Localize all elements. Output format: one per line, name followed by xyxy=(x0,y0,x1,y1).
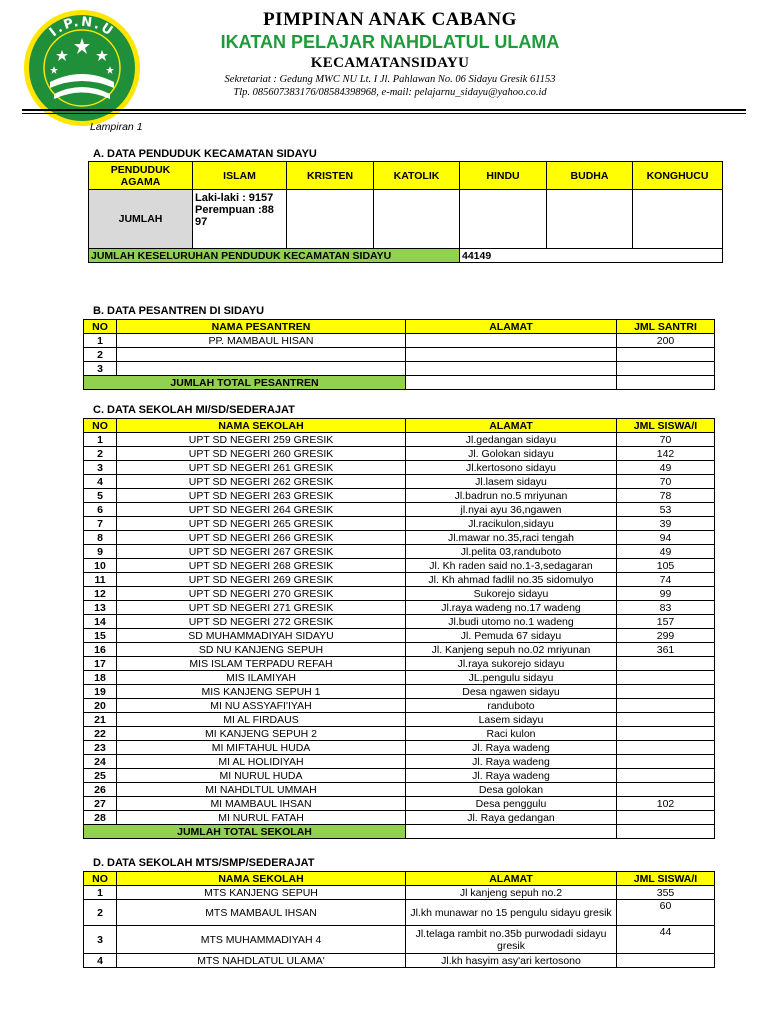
row-count: 94 xyxy=(617,531,715,545)
row-count: 70 xyxy=(617,475,715,489)
row-count: 60 xyxy=(617,900,715,926)
row-count: 157 xyxy=(617,615,715,629)
row-address: randuboto xyxy=(406,699,617,713)
row-number: 6 xyxy=(84,503,117,517)
row-address xyxy=(406,362,617,376)
row-name: MI MAMBAUL IHSAN xyxy=(117,797,406,811)
row-number: 15 xyxy=(84,629,117,643)
row-address: Desa golokan xyxy=(406,783,617,797)
row-name: UPT SD NEGERI 262 GRESIK xyxy=(117,475,406,489)
row-address: Jl. Raya wadeng xyxy=(406,755,617,769)
row-address: Jl.raya sukorejo sidayu xyxy=(406,657,617,671)
table-row xyxy=(84,489,715,503)
row-address: Jl.kh munawar no 15 pengulu sidayu gresik xyxy=(406,900,617,926)
row-count: 49 xyxy=(617,545,715,559)
row-address: Jl.kh hasyim asy'ari kertosono xyxy=(406,954,617,968)
row-address: Jl. Pemuda 67 sidayu xyxy=(406,629,617,643)
org-line1: PIMPINAN ANAK CABANG xyxy=(263,9,517,30)
table-row xyxy=(84,334,715,348)
table-row xyxy=(84,900,715,926)
table-row xyxy=(84,954,715,968)
row-number: 7 xyxy=(84,517,117,531)
total-pesantren-label: JUMLAH TOTAL PESANTREN xyxy=(84,376,406,390)
row-name: UPT SD NEGERI 263 GRESIK xyxy=(117,489,406,503)
table-row xyxy=(84,447,715,461)
row-count: 39 xyxy=(617,517,715,531)
row-name: UPT SD NEGERI 269 GRESIK xyxy=(117,573,406,587)
jumlah-label: JUMLAH xyxy=(89,190,193,249)
row-count xyxy=(617,671,715,685)
row-number: 2 xyxy=(84,900,117,926)
row-address: Jl.raya wadeng no.17 wadeng xyxy=(406,601,617,615)
row-name: MTS NAHDLATUL ULAMA' xyxy=(117,954,406,968)
row-name: SD MUHAMMADIYAH SIDAYU xyxy=(117,629,406,643)
row-number: 1 xyxy=(84,433,117,447)
total-population-label: JUMLAH KESELURUHAN PENDUDUK KECAMATAN SIDAYU xyxy=(89,249,460,263)
letterhead xyxy=(150,8,630,99)
table-row xyxy=(84,741,715,755)
org-contact: Tlp. 085607383176/08584398968, e-mail: pelajarnu_sidayu@yahoo.co.id xyxy=(233,87,547,98)
row-number: 12 xyxy=(84,587,117,601)
row-address xyxy=(406,348,617,362)
row-address: Jl.mawar no.35,raci tengah xyxy=(406,531,617,545)
row-number: 21 xyxy=(84,713,117,727)
religion-header: BUDHA xyxy=(547,162,633,190)
row-address: Jl.racikulon,sidayu xyxy=(406,517,617,531)
row-number: 3 xyxy=(84,362,117,376)
col-header: NO xyxy=(84,419,117,433)
row-count xyxy=(617,727,715,741)
ipnu-logo xyxy=(20,6,144,130)
table-row xyxy=(84,587,715,601)
header-rule xyxy=(22,109,746,111)
cell xyxy=(374,190,460,249)
row-address: Jl. Kh ahmad fadlil no.35 sidomulyo xyxy=(406,573,617,587)
row-number: 4 xyxy=(84,954,117,968)
row-count: 355 xyxy=(617,886,715,900)
row-number: 4 xyxy=(84,475,117,489)
row-number: 3 xyxy=(84,461,117,475)
table-row xyxy=(84,797,715,811)
corner-header: PENDUDUK AGAMA xyxy=(89,162,193,190)
row-name: MI AL FIRDAUS xyxy=(117,713,406,727)
row-address: Jl.gedangan sidayu xyxy=(406,433,617,447)
row-count: 142 xyxy=(617,447,715,461)
row-number: 8 xyxy=(84,531,117,545)
row-number: 16 xyxy=(84,643,117,657)
table-row xyxy=(84,517,715,531)
row-address: Jl.budi utomo no.1 wadeng xyxy=(406,615,617,629)
row-name: MI NURUL FATAH xyxy=(117,811,406,825)
religion-header: HINDU xyxy=(460,162,547,190)
row-address: Jl.lasem sidayu xyxy=(406,475,617,489)
row-number: 14 xyxy=(84,615,117,629)
attachment-label: Lampiran 1 xyxy=(90,121,143,133)
row-count xyxy=(617,657,715,671)
col-header: JML SISWA/I xyxy=(617,419,715,433)
row-address: jl.nyai ayu 36,ngawen xyxy=(406,503,617,517)
religion-header: ISLAM xyxy=(193,162,287,190)
col-header: NAMA SEKOLAH xyxy=(117,419,406,433)
col-header: NAMA SEKOLAH xyxy=(117,872,406,886)
row-number: 28 xyxy=(84,811,117,825)
row-name: MI NU ASSYAFI'IYAH xyxy=(117,699,406,713)
row-number: 13 xyxy=(84,601,117,615)
row-name: MTS KANJENG SEPUH xyxy=(117,886,406,900)
row-count: 74 xyxy=(617,573,715,587)
col-header: ALAMAT xyxy=(406,872,617,886)
row-name: MI KANJENG SEPUH 2 xyxy=(117,727,406,741)
row-name: UPT SD NEGERI 272 GRESIK xyxy=(117,615,406,629)
row-number: 2 xyxy=(84,348,117,362)
table-row xyxy=(84,362,715,376)
row-number: 9 xyxy=(84,545,117,559)
row-number: 20 xyxy=(84,699,117,713)
row-address: Jl.pelita 03,randuboto xyxy=(406,545,617,559)
table-row xyxy=(84,783,715,797)
row-number: 19 xyxy=(84,685,117,699)
row-name: UPT SD NEGERI 260 GRESIK xyxy=(117,447,406,461)
row-count xyxy=(617,769,715,783)
row-address: Jl. Raya gedangan xyxy=(406,811,617,825)
col-header: JML SISWA/I xyxy=(617,872,715,886)
row-address: Jl. Kh raden said no.1-3,sedagaran xyxy=(406,559,617,573)
row-number: 5 xyxy=(84,489,117,503)
cell xyxy=(460,190,547,249)
row-name: MTS MUHAMMADIYAH 4 xyxy=(117,926,406,954)
header-rule-thin xyxy=(22,113,746,114)
row-name: UPT SD NEGERI 270 GRESIK xyxy=(117,587,406,601)
col-header: NO xyxy=(84,872,117,886)
row-name xyxy=(117,348,406,362)
row-count: 200 xyxy=(617,334,715,348)
total-sekolah-label: JUMLAH TOTAL SEKOLAH xyxy=(84,825,406,839)
row-address: Jl.telaga rambit no.35b purwodadi sidayu gresik xyxy=(406,926,617,954)
table-row xyxy=(84,531,715,545)
row-name: UPT SD NEGERI 268 GRESIK xyxy=(117,559,406,573)
row-name: UPT SD NEGERI 265 GRESIK xyxy=(117,517,406,531)
row-count xyxy=(617,685,715,699)
row-number: 10 xyxy=(84,559,117,573)
religion-header: KATOLIK xyxy=(374,162,460,190)
row-name: SD NU KANJENG SEPUH xyxy=(117,643,406,657)
section-b-title: B. DATA PESANTREN DI SIDAYU xyxy=(93,305,265,317)
table-row xyxy=(84,685,715,699)
row-address: Jl kanjeng sepuh no.2 xyxy=(406,886,617,900)
population-table xyxy=(88,161,723,263)
row-count: 105 xyxy=(617,559,715,573)
row-count: 44 xyxy=(617,926,715,954)
total-population-value: 44149 xyxy=(460,249,723,263)
cell xyxy=(547,190,633,249)
row-name: MIS KANJENG SEPUH 1 xyxy=(117,685,406,699)
section-d-title: D. DATA SEKOLAH MTS/SMP/SEDERAJAT xyxy=(93,857,315,869)
sekolah-mts-table xyxy=(83,871,715,968)
table-row xyxy=(84,559,715,573)
row-count xyxy=(617,741,715,755)
row-name: MIS ISLAM TERPADU REFAH xyxy=(117,657,406,671)
table-row xyxy=(84,657,715,671)
row-count xyxy=(617,699,715,713)
row-count xyxy=(617,954,715,968)
row-count: 99 xyxy=(617,587,715,601)
row-address: Lasem sidayu xyxy=(406,713,617,727)
table-row xyxy=(84,811,715,825)
row-name: MIS ILAMIYAH xyxy=(117,671,406,685)
table-row xyxy=(84,545,715,559)
islam-value: Laki-laki : 9157 Perempuan :88 97 xyxy=(193,190,287,249)
col-header: NO xyxy=(84,320,117,334)
row-count: 299 xyxy=(617,629,715,643)
row-number: 1 xyxy=(84,886,117,900)
cell xyxy=(633,190,723,249)
row-name: UPT SD NEGERI 261 GRESIK xyxy=(117,461,406,475)
row-address: Jl. Kanjeng sepuh no.02 mriyunan xyxy=(406,643,617,657)
cell xyxy=(617,376,715,390)
row-count xyxy=(617,783,715,797)
row-name: UPT SD NEGERI 266 GRESIK xyxy=(117,531,406,545)
row-count xyxy=(617,362,715,376)
row-count xyxy=(617,755,715,769)
table-row xyxy=(84,601,715,615)
row-address: Jl. Golokan sidayu xyxy=(406,447,617,461)
row-address: Jl.kertosono sidayu xyxy=(406,461,617,475)
row-address: Jl. Raya wadeng xyxy=(406,741,617,755)
row-name: MTS MAMBAUL IHSAN xyxy=(117,900,406,926)
section-a-title: A. DATA PENDUDUK KECAMATAN SIDAYU xyxy=(93,148,317,160)
table-row xyxy=(84,713,715,727)
row-name: PP. MAMBAUL HISAN xyxy=(117,334,406,348)
row-count: 361 xyxy=(617,643,715,657)
row-number: 18 xyxy=(84,671,117,685)
row-number: 1 xyxy=(84,334,117,348)
org-line3: KECAMATANSIDAYU xyxy=(310,55,470,71)
cell xyxy=(406,825,617,839)
table-row xyxy=(84,348,715,362)
row-address: Jl.badrun no.5 mriyunan xyxy=(406,489,617,503)
cell xyxy=(287,190,374,249)
table-row xyxy=(84,573,715,587)
col-header: NAMA PESANTREN xyxy=(117,320,406,334)
row-name: MI MIFTAHUL HUDA xyxy=(117,741,406,755)
row-number: 22 xyxy=(84,727,117,741)
row-number: 23 xyxy=(84,741,117,755)
col-header: ALAMAT xyxy=(406,419,617,433)
row-number: 11 xyxy=(84,573,117,587)
org-address: Sekretariat : Gedung MWC NU Lt. I Jl. Pahlawan No. 06 Sidayu Gresik 61153 xyxy=(224,74,556,85)
col-header: JML SANTRI xyxy=(617,320,715,334)
row-number: 25 xyxy=(84,769,117,783)
table-row xyxy=(84,643,715,657)
table-row xyxy=(84,727,715,741)
table-row xyxy=(84,886,715,900)
row-count: 102 xyxy=(617,797,715,811)
row-name: UPT SD NEGERI 271 GRESIK xyxy=(117,601,406,615)
col-header: ALAMAT xyxy=(406,320,617,334)
row-name: UPT SD NEGERI 267 GRESIK xyxy=(117,545,406,559)
table-row xyxy=(84,699,715,713)
row-count xyxy=(617,348,715,362)
table-row xyxy=(84,755,715,769)
row-name: MI AL HOLIDIYAH xyxy=(117,755,406,769)
row-number: 26 xyxy=(84,783,117,797)
row-count xyxy=(617,811,715,825)
row-address: Raci kulon xyxy=(406,727,617,741)
row-name: UPT SD NEGERI 259 GRESIK xyxy=(117,433,406,447)
religion-header: KONGHUCU xyxy=(633,162,723,190)
table-row xyxy=(84,769,715,783)
row-address: Sukorejo sidayu xyxy=(406,587,617,601)
row-name: MI NAHDLTUL UMMAH xyxy=(117,783,406,797)
table-row xyxy=(84,615,715,629)
pesantren-table xyxy=(83,319,715,390)
table-row xyxy=(84,461,715,475)
row-number: 27 xyxy=(84,797,117,811)
row-count: 83 xyxy=(617,601,715,615)
row-number: 3 xyxy=(84,926,117,954)
row-name: UPT SD NEGERI 264 GRESIK xyxy=(117,503,406,517)
row-count: 49 xyxy=(617,461,715,475)
row-address xyxy=(406,334,617,348)
table-row xyxy=(84,503,715,517)
row-count: 53 xyxy=(617,503,715,517)
row-count xyxy=(617,713,715,727)
row-address: JL.pengulu sidayu xyxy=(406,671,617,685)
section-c-title: C. DATA SEKOLAH MI/SD/SEDERAJAT xyxy=(93,404,295,416)
table-row xyxy=(84,629,715,643)
row-address: Desa ngawen sidayu xyxy=(406,685,617,699)
row-address: Desa penggulu xyxy=(406,797,617,811)
table-row xyxy=(84,433,715,447)
table-row xyxy=(84,926,715,954)
table-row xyxy=(84,475,715,489)
sekolah-sd-table xyxy=(83,418,715,839)
row-name xyxy=(117,362,406,376)
cell xyxy=(406,376,617,390)
row-address: Jl. Raya wadeng xyxy=(406,769,617,783)
row-count: 70 xyxy=(617,433,715,447)
row-number: 2 xyxy=(84,447,117,461)
table-row xyxy=(84,671,715,685)
row-number: 17 xyxy=(84,657,117,671)
religion-header: KRISTEN xyxy=(287,162,374,190)
row-number: 24 xyxy=(84,755,117,769)
row-name: MI NURUL HUDA xyxy=(117,769,406,783)
svg-text:I.P.N.U: I.P.N.U xyxy=(46,14,117,41)
cell xyxy=(617,825,715,839)
org-line2: IKATAN PELAJAR NAHDLATUL ULAMA xyxy=(220,32,560,52)
row-count: 78 xyxy=(617,489,715,503)
